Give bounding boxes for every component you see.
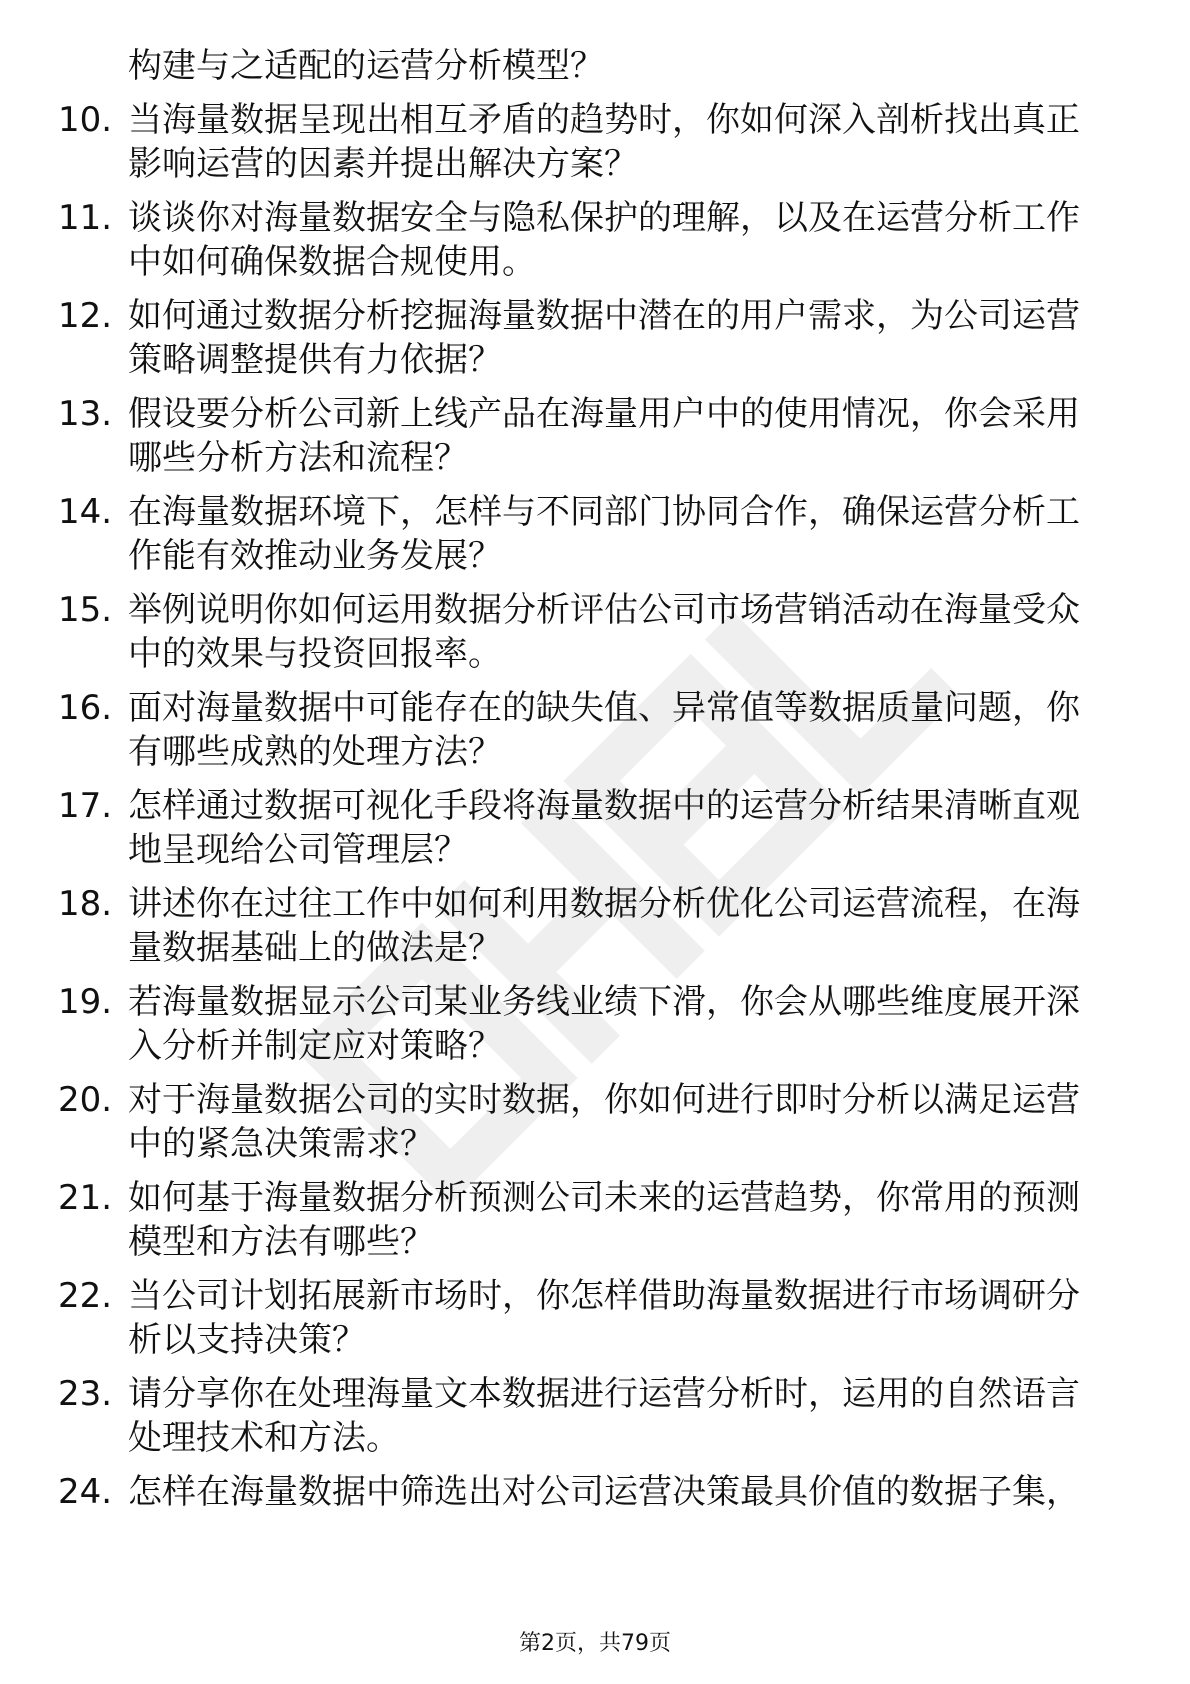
- question-number: 23.: [58, 1374, 113, 1414]
- question-number: 18.: [58, 884, 113, 924]
- list-item: [0, 1470, 1190, 1514]
- question-number: 14.: [58, 492, 113, 532]
- list-item: [0, 490, 1190, 578]
- question-text: 如何基于海量数据分析预测公司未来的运营趋势，你常用的预测模型和方法有哪些？: [128, 1178, 1080, 1262]
- question-number: 17.: [58, 786, 113, 826]
- list-item: [0, 1372, 1190, 1460]
- list-item: [0, 588, 1190, 676]
- question-list: [0, 98, 1190, 1514]
- question-text: 举例说明你如何运用数据分析评估公司市场营销活动在海量受众中的效果与投资回报率。: [128, 590, 1080, 674]
- list-item: [0, 1176, 1190, 1264]
- question-number: 16.: [58, 688, 113, 728]
- question-text: 谈谈你对海量数据安全与隐私保护的理解，以及在运营分析工作中如何确保数据合规使用。: [128, 198, 1080, 282]
- question-number: 11.: [58, 198, 113, 238]
- question-text: 请分享你在处理海量文本数据进行运营分析时，运用的自然语言处理技术和方法。: [128, 1374, 1080, 1458]
- list-item: [0, 980, 1190, 1068]
- list-item: [0, 686, 1190, 774]
- question-number: 15.: [58, 590, 113, 630]
- question-text: 假设要分析公司新上线产品在海量用户中的使用情况，你会采用哪些分析方法和流程？: [128, 394, 1080, 478]
- question-text: 对于海量数据公司的实时数据，你如何进行即时分析以满足运营中的紧急决策需求？: [128, 1080, 1080, 1164]
- question-text: 面对海量数据中可能存在的缺失值、异常值等数据质量问题，你有哪些成熟的处理方法？: [128, 688, 1080, 772]
- question-text: 当海量数据呈现出相互矛盾的趋势时，你如何深入剖析找出真正影响运营的因素并提出解决方案？: [128, 100, 1080, 184]
- question-number: 20.: [58, 1080, 113, 1120]
- question-text: 怎样通过数据可视化手段将海量数据中的运营分析结果清晰直观地呈现给公司管理层？: [128, 786, 1080, 870]
- question-text: 讲述你在过往工作中如何利用数据分析优化公司运营流程，在海量数据基础上的做法是？: [128, 884, 1080, 968]
- list-item: [0, 98, 1190, 186]
- question-number: 22.: [58, 1276, 113, 1316]
- list-item: [0, 1274, 1190, 1362]
- list-item: [0, 882, 1190, 970]
- question-text: 怎样在海量数据中筛选出对公司运营决策最具价值的数据子集，: [128, 1472, 1080, 1512]
- question-number: 13.: [58, 394, 113, 434]
- list-item: [0, 294, 1190, 382]
- list-item: [0, 784, 1190, 872]
- question-text: 在海量数据环境下，怎样与不同部门协同合作，确保运营分析工作能有效推动业务发展？: [128, 492, 1080, 576]
- question-text: 如何通过数据分析挖掘海量数据中潜在的用户需求，为公司运营策略调整提供有力依据？: [128, 296, 1080, 380]
- question-number: 12.: [58, 296, 113, 336]
- list-item: [0, 392, 1190, 480]
- continuation-text: 构建与之适配的运营分析模型？: [128, 46, 604, 86]
- question-text: 若海量数据显示公司某业务线业绩下滑，你会从哪些维度展开深入分析并制定应对策略？: [128, 982, 1080, 1066]
- question-number: 21.: [58, 1178, 113, 1218]
- page-footer: 第2页，共79页: [519, 1631, 671, 1656]
- question-number: 19.: [58, 982, 113, 1022]
- question-text: 当公司计划拓展新市场时，你怎样借助海量数据进行市场调研分析以支持决策？: [128, 1276, 1080, 1360]
- list-item: [0, 1078, 1190, 1166]
- question-number: 24.: [58, 1472, 113, 1512]
- document-body: [0, 44, 1190, 1524]
- question-number: 10.: [58, 100, 113, 140]
- list-item: [0, 196, 1190, 284]
